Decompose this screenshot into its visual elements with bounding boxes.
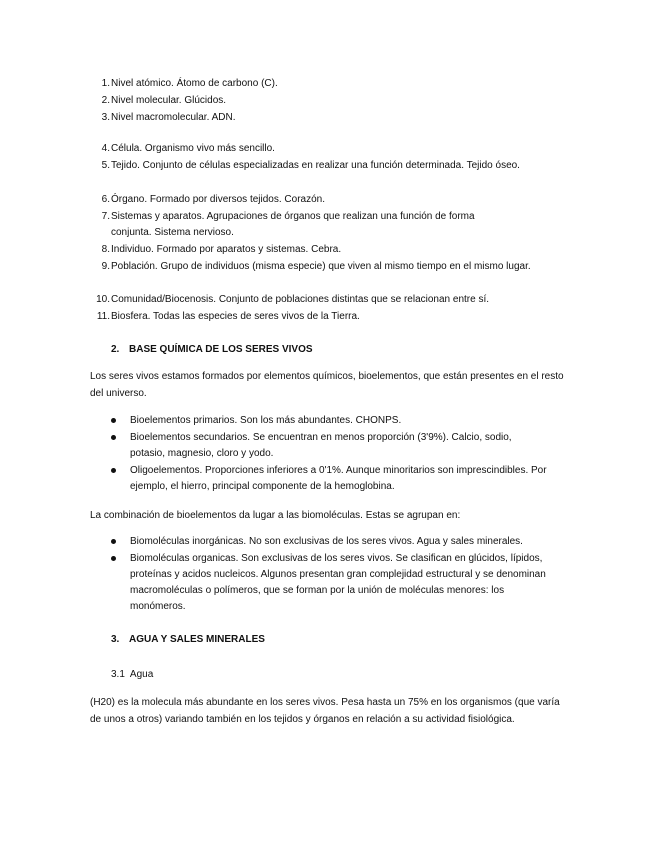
list-text: Comunidad/Biocenosis. Conjunto de poblaciones distintas que se relacionan entre sí.: [111, 294, 490, 305]
list-number: 6.: [101, 194, 110, 205]
bullet-icon: [111, 539, 116, 544]
list-number: 2.: [101, 95, 110, 106]
section-title: BASE QUÍMICA DE LOS SERES VIVOS: [129, 344, 313, 355]
list-text: Biosfera. Todas las especies de seres vivos de la Tierra.: [111, 311, 360, 322]
bullet-text: Bioelementos primarios. Son los más abundantes. CHONPS.: [130, 415, 402, 426]
list-text: Célula. Organismo vivo más sencillo.: [111, 143, 275, 154]
list-number: 9.: [101, 261, 110, 272]
list-number: 3.: [101, 112, 110, 123]
list-number: 11.: [96, 311, 110, 322]
list-number: 10.: [96, 294, 110, 305]
bullet-text: Biomoléculas inorgánicas. No son exclusivas de los seres vivos. Agua y sales minerales.: [130, 536, 523, 547]
list-text: Nivel molecular. Glúcidos.: [111, 95, 227, 106]
bullet-text: Bioelementos secundarios. Se encuentran en menos proporción (3'9%). Calcio, sodio, potasio, magnesio, cloro y yodo.: [130, 432, 512, 459]
paragraph: La combinación de bioelementos da lugar a las biomoléculas. Estas se agrupan en:: [90, 510, 461, 521]
section-title: AGUA Y SALES MINERALES: [129, 634, 265, 645]
list-text: Individuo. Formado por aparatos y sistemas. Cebra.: [111, 244, 342, 255]
bullet-text: Biomoléculas organicas. Son exclusivas de los seres vivos. Se clasifican en glúcidos, lípidos, proteínas y acidos nucleicos. Algunos presentan gran complejidad estructural y se denominan macromoléculas o polímeros, que se forman por la unión de moléculas menores: los monómeros.: [130, 553, 546, 612]
section-number: 2.: [111, 344, 120, 355]
paragraph: Los seres vivos estamos formados por elementos químicos, bioelementos, que están presentes en el resto del universo.: [90, 371, 564, 399]
subsection-heading: 3.1 Agua: [111, 669, 154, 680]
list-number: 5.: [101, 160, 110, 171]
list-number: 1.: [101, 78, 110, 89]
list-number: 7.: [101, 211, 110, 222]
list-number: 8.: [101, 244, 110, 255]
bullet-icon: [111, 435, 116, 440]
list-text: Nivel atómico. Átomo de carbono (C).: [111, 78, 278, 89]
bullet-text: Oligoelementos. Proporciones inferiores a 0'1%. Aunque minoritarios son imprescindibles. Por ejemplo, el hierro, principal componente de la hemoglobina.: [130, 465, 547, 492]
section-number: 3.: [111, 634, 120, 645]
bullet-icon: [111, 418, 116, 423]
bullet-icon: [111, 556, 116, 561]
paragraph: (H20) es la molecula más abundante en los seres vivos. Pesa hasta un 75% en los organismos (que varía de unos a otros) variando también en los tejidos y órganos en relación a su actividad fisiológica.: [90, 697, 560, 725]
list-number: 4.: [101, 143, 110, 154]
list-text: Sistemas y aparatos. Agrupaciones de órganos que realizan una función de forma conjunta. Sistema nervioso.: [111, 211, 475, 238]
list-text: Población. Grupo de individuos (misma especie) que viven al mismo tiempo en el mismo lugar.: [111, 261, 531, 272]
list-text: Nivel macromolecular. ADN.: [111, 112, 236, 123]
list-text: Tejido. Conjunto de células especializadas en realizar una función determinada. Tejido óseo.: [111, 160, 520, 171]
bullet-icon: [111, 468, 116, 473]
list-text: Órgano. Formado por diversos tejidos. Corazón.: [111, 194, 325, 205]
